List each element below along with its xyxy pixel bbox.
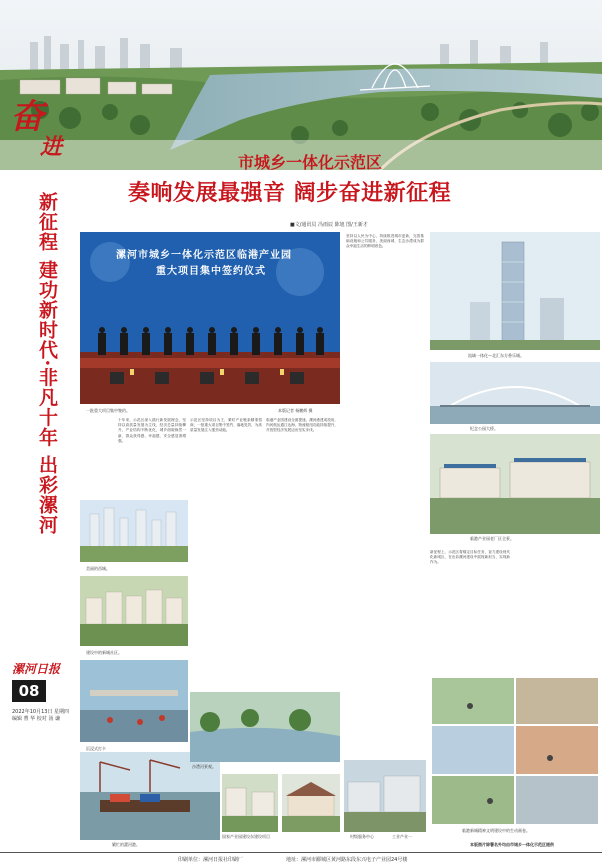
caption-river: 沙澧河景观。 xyxy=(192,764,216,769)
new-community-photo xyxy=(80,576,188,646)
caption-industry: 工业产业一 xyxy=(392,834,412,839)
side-title-jin: 进 xyxy=(40,134,63,160)
industry-photo xyxy=(344,760,426,832)
caption-village-center: 村级服务中心 xyxy=(350,834,374,839)
editors: 编辑 曹 华 校对 汤 谦 xyxy=(12,716,60,722)
side-slogan: 新征程 建功新时代·非凡十年 出彩漯河 xyxy=(36,192,58,535)
headline-main: 奏响发展最强音 阔步奋进新征程 xyxy=(128,181,452,206)
footer-printer: 印刷单位：漯河日报社印刷厂 xyxy=(178,857,244,863)
headline-byline: ■文/通讯员 冯雨辰 陈旭 图/王新才 xyxy=(290,222,368,228)
check-in-photo xyxy=(80,660,188,742)
shaying-river-photo xyxy=(190,692,340,762)
body-column-3: 临港产业园建设全面提速，漯河港建成投用，内河航运通江达海，物流枢纽功能持续提升，开放型经济发展迈出坚实步伐。 xyxy=(266,418,338,433)
ceremony-banner-line2: 重大项目集中签约仪式 xyxy=(156,266,266,277)
caption-west-city: 美丽的西城。 xyxy=(86,566,110,571)
side-title-fen: 奋 xyxy=(10,97,44,137)
civilization-photo xyxy=(430,676,600,826)
caption-photo-credits: 本版图片除署名外均由市城乡一体化示范区提供 xyxy=(470,842,554,847)
footer-rule xyxy=(0,852,602,853)
caption-bridge: 纪念公园大桥。 xyxy=(470,426,498,431)
ceremony-banner-line1: 漯河市城乡一体化示范区临港产业园 xyxy=(116,250,292,261)
issue-date: 2022年10月13日 星期四 xyxy=(12,709,70,715)
caption-check-in: 沉浸式打卡 xyxy=(86,746,106,751)
west-city-photo xyxy=(80,500,188,562)
caption-industrial: 国家产业园建设东建设项目 xyxy=(222,834,270,839)
caption-factory: 临港产业园老厂区全景。 xyxy=(470,536,514,541)
caption-civilization: 临港新城精神文明建设中的生动画卷。 xyxy=(462,828,530,833)
footer-address: 地址：漯河市郾城区黄河路东段东兴电子产业园24号楼 xyxy=(286,857,408,863)
headline-kicker: 市城乡一体化示范区 xyxy=(238,153,383,172)
caption-skyscraper: 流域一体化—北汇东方香乐城。 xyxy=(468,353,524,358)
caption-new-community: 建设中的新城社区。 xyxy=(86,650,122,655)
industrial-park-photo xyxy=(222,774,278,832)
paper-name: 漯河日报 xyxy=(12,662,61,676)
body-column-5: 新征程上，示范区将锚定目标任务，奋力建设现代化新城区，在出彩漯河建设中展现新担当、实现新作为。 xyxy=(430,550,510,565)
body-column-4: 坚持以人民为中心，持续推进城市更新，完善基础设施和公共服务，美丽西城、生态沙澧成为群众幸福生活的鲜明底色。 xyxy=(346,234,424,249)
caption-signing: 一批重大项目集中签约。 xyxy=(86,408,130,413)
caption-signing-credit: 本版记者 杨鹏辉 摄 xyxy=(278,408,313,413)
skyscraper-photo xyxy=(430,232,600,350)
bridge-photo xyxy=(430,362,600,424)
caption-port: 繁忙的漯河港。 xyxy=(112,842,140,847)
body-column-1: 十年来，示范区深入践行新发展理念，坚持以高质量发展为主线，经济总量持续攀升，产业结构不断优化，城乡面貌焕然一新，群众获得感、幸福感、安全感显著增强。 xyxy=(118,418,186,443)
factory-photo xyxy=(430,434,600,534)
page-number: 08 xyxy=(12,680,46,702)
signing-ceremony-photo xyxy=(80,232,340,404)
body-column-2: 示范区坚持项目为王，紧盯产业链条精准招商，一批重大项目集中签约、落地见效，为高质量发展注入强劲动能。 xyxy=(190,418,262,433)
village-center-photo xyxy=(282,774,340,832)
panorama-photo xyxy=(0,0,602,170)
